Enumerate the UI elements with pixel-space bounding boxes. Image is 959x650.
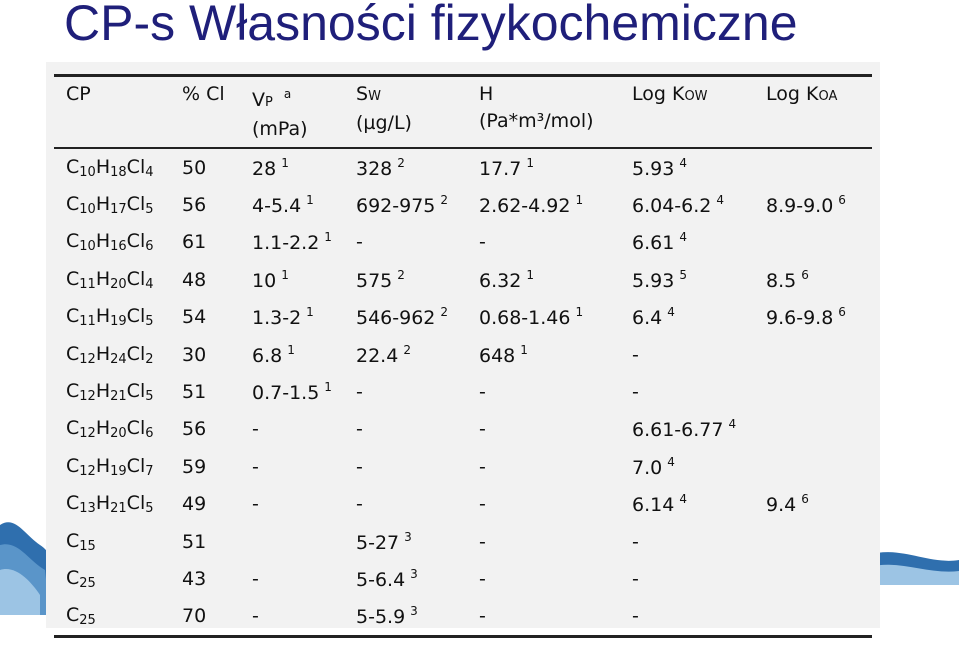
formula-element: Cl — [126, 380, 146, 403]
cell-h — [467, 486, 620, 523]
header-sw: SW (µg/L) — [344, 76, 467, 149]
cell-log-koa-value: 8.9-9.0 — [766, 195, 834, 218]
formula-subscript: 12 — [79, 389, 96, 405]
formula-subscript: 6 — [145, 426, 154, 442]
table-row — [54, 523, 872, 560]
cell-vp-value: 6.8 — [252, 344, 283, 367]
cell-vp-value: - — [252, 418, 259, 441]
formula-element: H — [95, 230, 111, 253]
cell-h-reference: 1 — [526, 267, 534, 282]
cell-log-kow-reference: 4 — [716, 193, 725, 208]
cell-sw — [344, 523, 467, 560]
cell-log-kow — [620, 224, 754, 261]
cell-sw-value: 692-975 — [356, 195, 436, 218]
cell-h-value: - — [479, 530, 486, 553]
cell-vp-value: 4-5.4 — [252, 195, 302, 218]
cell-h — [467, 148, 620, 186]
cell-sw-reference: 2 — [397, 267, 405, 282]
cell-h-value: - — [479, 605, 486, 628]
cell-log-koa-value: 9.6-9.8 — [766, 307, 834, 330]
cell-log-koa — [754, 336, 872, 373]
table-row — [54, 336, 872, 373]
formula-subscript: 21 — [110, 389, 127, 405]
formula-subscript: 5 — [145, 501, 154, 517]
cell-log-kow — [620, 523, 754, 560]
header-h: H (Pa*m³/mol) — [467, 76, 620, 149]
cell-sw-value: 5-6.4 — [356, 568, 406, 591]
formula-element: Cl — [126, 193, 146, 216]
formula-subscript: 25 — [79, 575, 96, 591]
formula-element: C — [66, 267, 80, 290]
formula-element: H — [95, 305, 111, 328]
cell-log-kow — [620, 261, 754, 298]
cell-vp-reference: 1 — [281, 267, 289, 282]
cell-log-kow — [620, 373, 754, 410]
cell-log-kow-value: 5.93 — [632, 269, 675, 292]
cell-cl-percent: 43 — [182, 567, 207, 590]
cell-log-kow-reference: 4 — [679, 155, 687, 170]
cell-log-kow-value: - — [632, 605, 639, 628]
cell-sw — [344, 411, 467, 448]
formula-subscript: 21 — [110, 501, 127, 517]
cell-log-kow — [620, 486, 754, 523]
table-row — [54, 261, 872, 298]
formula-element: H — [95, 155, 111, 178]
cell-formula — [54, 486, 170, 523]
formula-element: H — [95, 417, 111, 440]
cell-log-koa — [754, 261, 872, 298]
table-body — [54, 148, 872, 637]
cell-sw — [344, 373, 467, 410]
cell-log-kow-value: 6.61 — [632, 232, 675, 255]
formula-subscript: 15 — [79, 538, 96, 554]
cell-h-value: - — [479, 231, 486, 254]
formula-element: Cl — [126, 230, 146, 253]
formula-subscript: 20 — [110, 426, 127, 442]
formula-element: Cl — [126, 492, 146, 515]
cell-formula — [54, 336, 170, 373]
formula-subscript: 11 — [79, 276, 96, 292]
formula-element: H — [95, 380, 111, 403]
formula-element: C — [66, 305, 80, 328]
cell-sw-value: 546-962 — [356, 307, 436, 330]
cell-sw-value: 328 — [356, 157, 393, 180]
cell-vp — [240, 523, 344, 560]
cell-log-kow-value: 6.04-6.2 — [632, 195, 712, 218]
formula-element: H — [95, 454, 111, 477]
cell-h-reference: 1 — [575, 305, 584, 320]
cell-h — [467, 186, 620, 223]
table-row — [54, 411, 872, 448]
cell-sw-reference: 2 — [403, 342, 411, 357]
cell-log-kow — [620, 598, 754, 637]
cell-log-koa-reference: 6 — [838, 193, 846, 208]
cell-formula — [54, 224, 170, 261]
table-header-row — [54, 76, 872, 149]
cell-log-koa — [754, 411, 872, 448]
formula-subscript: 19 — [110, 314, 127, 330]
cell-log-koa-reference: 6 — [801, 492, 809, 507]
cell-log-kow — [620, 411, 754, 448]
cell-formula — [54, 186, 170, 223]
cell-sw-value: 5-5.9 — [356, 606, 406, 629]
table-row — [54, 448, 872, 485]
formula-subscript: 19 — [110, 463, 127, 479]
formula-subscript: 10 — [79, 239, 96, 255]
cell-h-reference: 1 — [526, 155, 534, 170]
formula-subscript: 20 — [110, 276, 127, 292]
cell-h-value: 0.68-1.46 — [479, 307, 571, 330]
cell-log-koa — [754, 523, 872, 560]
formula-element: C — [66, 529, 80, 552]
cell-log-koa — [754, 186, 872, 223]
cell-formula — [54, 598, 170, 637]
cell-sw-value: - — [356, 493, 363, 516]
formula-subscript: 2 — [145, 351, 154, 367]
properties-table — [54, 74, 872, 638]
cell-sw-reference: 2 — [440, 305, 449, 320]
cell-vp-reference: 1 — [324, 230, 332, 245]
cell-log-kow — [620, 148, 754, 186]
cell-cl-percent: 30 — [182, 343, 207, 366]
cell-log-kow-reference: 4 — [679, 230, 687, 245]
formula-subscript: 12 — [79, 426, 96, 442]
cell-vp — [240, 486, 344, 523]
cell-vp — [240, 373, 344, 410]
cell-h-value: 17.7 — [479, 157, 522, 180]
table-row — [54, 486, 872, 523]
cell-h-value: 648 — [479, 344, 516, 367]
formula-element: C — [66, 230, 80, 253]
formula-subscript: 6 — [145, 239, 154, 255]
cell-log-kow-value: 5.93 — [632, 157, 675, 180]
cell-log-koa — [754, 560, 872, 597]
cell-sw-reference: 3 — [410, 566, 418, 581]
cell-formula — [54, 448, 170, 485]
cell-vp-value: 10 — [252, 269, 277, 292]
formula-element: C — [66, 566, 80, 589]
cell-sw-value: 5-27 — [356, 531, 400, 554]
formula-subscript: 12 — [79, 463, 96, 479]
cell-vp-reference: 1 — [324, 380, 332, 395]
formula-element: H — [95, 492, 111, 515]
cell-h-value: - — [479, 381, 486, 404]
formula-element: C — [66, 380, 80, 403]
formula-subscript: 24 — [110, 351, 127, 367]
header-cp: CP — [54, 76, 170, 149]
formula-element: Cl — [126, 417, 146, 440]
cell-log-kow-value: 6.4 — [632, 307, 663, 330]
cell-h — [467, 560, 620, 597]
cell-log-koa — [754, 148, 872, 186]
cell-cl-percent: 61 — [182, 231, 207, 254]
cell-cl-percent: 49 — [182, 493, 207, 516]
cell-sw-value: - — [356, 455, 363, 478]
formula-element: C — [66, 417, 80, 440]
cell-log-kow-reference: 4 — [667, 305, 675, 320]
header-cl: % Cl — [170, 76, 240, 149]
formula-subscript: 4 — [145, 164, 154, 180]
cell-formula — [54, 373, 170, 410]
cell-formula — [54, 411, 170, 448]
cell-log-koa — [754, 373, 872, 410]
cell-log-kow-value: - — [632, 567, 639, 590]
table-row — [54, 224, 872, 261]
cell-cl-percent: 48 — [182, 268, 207, 291]
cell-h — [467, 523, 620, 560]
cell-sw — [344, 336, 467, 373]
table-row — [54, 373, 872, 410]
cell-log-koa — [754, 486, 872, 523]
formula-subscript: 5 — [145, 202, 154, 218]
cell-h-reference: 1 — [520, 342, 528, 357]
cell-h — [467, 411, 620, 448]
formula-element: Cl — [126, 342, 146, 365]
cell-log-kow-value: 6.61-6.77 — [632, 419, 724, 442]
formula-element: H — [95, 267, 111, 290]
cell-h-value: - — [479, 455, 486, 478]
cell-log-koa — [754, 224, 872, 261]
formula-subscript: 10 — [79, 164, 96, 180]
table-row — [54, 148, 872, 186]
cell-sw — [344, 560, 467, 597]
wave-decoration-right — [869, 545, 959, 585]
cell-log-kow — [620, 560, 754, 597]
cell-vp — [240, 598, 344, 637]
cell-sw-value: - — [356, 381, 363, 404]
cell-log-kow-value: - — [632, 343, 639, 366]
table-row — [54, 186, 872, 223]
cell-cl-percent: 56 — [182, 418, 207, 441]
cell-vp-value: - — [252, 455, 259, 478]
formula-element: C — [66, 492, 80, 515]
cell-h — [467, 448, 620, 485]
cell-log-kow — [620, 299, 754, 336]
cell-vp-value: 1.3-2 — [252, 307, 302, 330]
cell-sw-value: 22.4 — [356, 344, 399, 367]
cell-vp — [240, 560, 344, 597]
cell-sw-reference: 2 — [440, 193, 449, 208]
cell-h-value: - — [479, 567, 486, 590]
cell-vp-value: - — [252, 605, 259, 628]
cell-vp — [240, 448, 344, 485]
formula-element: Cl — [126, 305, 146, 328]
cell-vp — [240, 336, 344, 373]
cell-h — [467, 299, 620, 336]
cell-vp — [240, 411, 344, 448]
cell-log-koa — [754, 598, 872, 637]
cell-vp-value: - — [252, 567, 259, 590]
cell-vp — [240, 261, 344, 298]
cell-sw — [344, 448, 467, 485]
cell-h-value: 2.62-4.92 — [479, 195, 571, 218]
table-row — [54, 299, 872, 336]
cell-vp-reference: 1 — [281, 155, 289, 170]
formula-subscript: 13 — [79, 501, 96, 517]
cell-sw — [344, 299, 467, 336]
cell-log-kow — [620, 186, 754, 223]
header-log-kow: Log KOW — [620, 76, 754, 149]
cell-sw-reference: 2 — [397, 155, 405, 170]
header-log-koa: Log KOA — [754, 76, 872, 149]
cell-sw — [344, 486, 467, 523]
cell-vp-value: - — [252, 493, 259, 516]
formula-subscript: 7 — [145, 463, 154, 479]
cell-log-kow-reference: 4 — [667, 454, 675, 469]
cell-sw — [344, 224, 467, 261]
cell-vp-value: 28 — [252, 157, 277, 180]
cell-log-koa — [754, 299, 872, 336]
cell-sw — [344, 598, 467, 637]
cell-log-kow — [620, 448, 754, 485]
cell-sw — [344, 148, 467, 186]
formula-subscript: 12 — [79, 351, 96, 367]
formula-element: Cl — [126, 155, 146, 178]
cell-log-kow-value: 7.0 — [632, 456, 663, 479]
cell-vp-reference: 1 — [306, 193, 314, 208]
cell-log-kow-reference: 4 — [679, 492, 687, 507]
cell-h — [467, 261, 620, 298]
cell-h — [467, 336, 620, 373]
formula-subscript: 4 — [145, 276, 154, 292]
cell-cl-percent: 56 — [182, 194, 207, 217]
cell-h — [467, 373, 620, 410]
formula-subscript: 25 — [79, 613, 96, 629]
cell-formula — [54, 523, 170, 560]
formula-element: C — [66, 155, 80, 178]
cell-log-koa-value: 8.5 — [766, 269, 797, 292]
formula-subscript: 16 — [110, 239, 127, 255]
cell-cl-percent: 70 — [170, 598, 240, 637]
cell-cl-percent: 54 — [182, 306, 207, 329]
cell-h — [467, 598, 620, 637]
cell-vp — [240, 148, 344, 186]
cell-sw — [344, 261, 467, 298]
slide-title: CP-s Własności fizykochemiczne — [64, 0, 798, 51]
table-row — [54, 560, 872, 597]
cell-log-kow-value: 6.14 — [632, 494, 675, 517]
formula-element: C — [66, 454, 80, 477]
cell-log-koa-value: 9.4 — [766, 494, 797, 517]
cell-cl-percent: 50 — [182, 156, 207, 179]
cell-h — [467, 224, 620, 261]
cell-log-kow — [620, 336, 754, 373]
cell-formula — [54, 299, 170, 336]
cell-log-kow-value: - — [632, 530, 639, 553]
formula-element: H — [95, 342, 111, 365]
cell-vp-value: 0.7-1.5 — [252, 382, 320, 405]
cell-log-kow-reference: 5 — [679, 267, 687, 282]
cell-cl-percent: 59 — [182, 455, 207, 478]
cell-sw-value: 575 — [356, 269, 393, 292]
formula-element: Cl — [126, 454, 146, 477]
cell-h-value: - — [479, 493, 486, 516]
header-vp: VP $^a$ (mPa) — [240, 76, 344, 149]
cell-vp — [240, 186, 344, 223]
formula-subscript: 5 — [145, 314, 154, 330]
cell-formula — [54, 261, 170, 298]
cell-vp — [240, 224, 344, 261]
cell-formula — [54, 560, 170, 597]
formula-subscript: 10 — [79, 202, 96, 218]
cell-sw-reference: 3 — [410, 604, 418, 619]
cell-h-reference: 1 — [575, 193, 584, 208]
formula-element: C — [66, 342, 80, 365]
formula-subscript: 11 — [79, 314, 96, 330]
table-row — [54, 598, 872, 637]
cell-formula — [54, 148, 170, 186]
cell-h-value: 6.32 — [479, 269, 522, 292]
cell-vp — [240, 299, 344, 336]
formula-subscript: 5 — [145, 389, 154, 405]
cell-vp-reference: 1 — [306, 305, 314, 320]
cell-log-kow-value: - — [632, 381, 639, 404]
cell-cl-percent: 51 — [182, 381, 207, 404]
cell-cl-percent: 51 — [182, 530, 207, 553]
cell-sw-value: - — [356, 231, 363, 254]
cell-sw-reference: 3 — [404, 529, 412, 544]
formula-element: C — [66, 193, 80, 216]
cell-h-value: - — [479, 418, 486, 441]
formula-element: Cl — [126, 267, 146, 290]
cell-log-koa-reference: 6 — [801, 267, 809, 282]
cell-log-koa — [754, 448, 872, 485]
formula-subscript: 18 — [110, 164, 127, 180]
cell-sw — [344, 186, 467, 223]
cell-log-koa-reference: 6 — [838, 305, 846, 320]
cell-log-kow-reference: 4 — [728, 417, 737, 432]
formula-element: H — [95, 193, 111, 216]
formula-element: C — [66, 604, 80, 627]
formula-subscript: 17 — [110, 202, 127, 218]
cell-vp-reference: 1 — [287, 342, 295, 357]
cell-sw-value: - — [356, 418, 363, 441]
cell-vp-value: 1.1-2.2 — [252, 232, 320, 255]
